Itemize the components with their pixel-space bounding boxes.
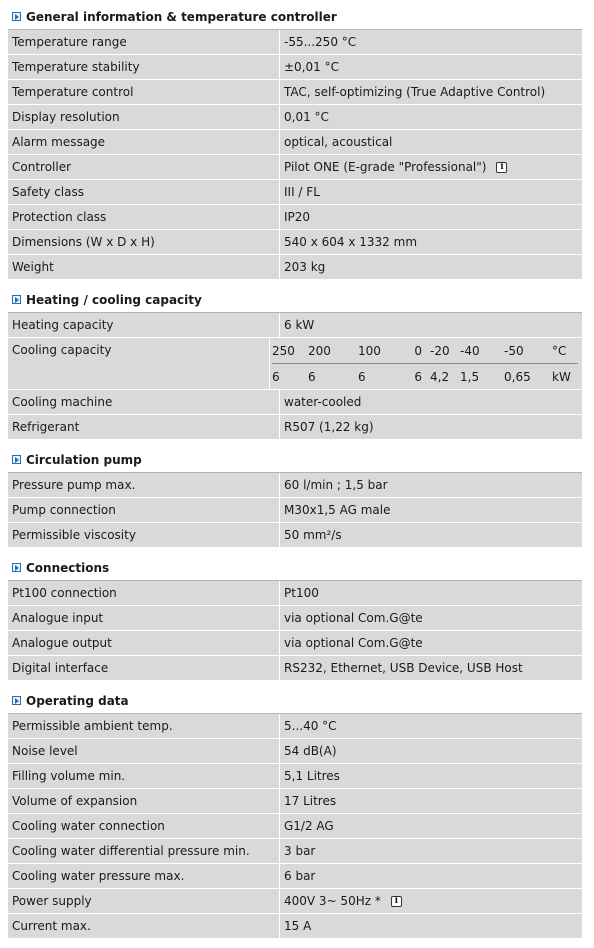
- spec-row: [8, 889, 582, 914]
- spec-value: [280, 656, 582, 680]
- spec-label: Analogue output: [8, 631, 280, 655]
- spec-value: [280, 889, 582, 913]
- spec-value: [280, 255, 582, 279]
- spec-value-text: G1/2 AG: [284, 819, 334, 833]
- spec-label: Protection class: [8, 205, 280, 229]
- spec-label: Cooling capacity: [8, 338, 270, 389]
- spec-value: [280, 415, 582, 439]
- spec-value-text: Pilot ONE (E-grade "Professional"): [284, 160, 487, 174]
- section-title: General information & temperature controller: [26, 9, 337, 24]
- spec-value: [280, 390, 582, 414]
- spec-row: [8, 656, 582, 681]
- spec-value-text: -55...250 °C: [284, 35, 357, 49]
- spec-value: [270, 338, 582, 389]
- spec-value-text: III / FL: [284, 185, 320, 199]
- cooling-capacity-table: [272, 338, 582, 389]
- section-title: Heating / cooling capacity: [26, 292, 202, 307]
- spec-row: [8, 30, 582, 55]
- section-title: Connections: [26, 560, 110, 575]
- spec-row: [8, 205, 582, 230]
- spec-value-text: M30x1,5 AG male: [284, 503, 391, 517]
- spec-value: [280, 180, 582, 204]
- spec-value: [280, 313, 582, 337]
- spec-value: [280, 55, 582, 79]
- section-0: [8, 4, 582, 280]
- spec-value-text: via optional Com.G@te: [284, 611, 423, 625]
- spec-value-text: 6 bar: [284, 869, 316, 883]
- spec-label: Cooling machine: [8, 390, 280, 414]
- spec-label: Pt100 connection: [8, 581, 280, 605]
- spec-row: [8, 313, 582, 338]
- spec-label: Refrigerant: [8, 415, 280, 439]
- cap-temp-cell: 200: [308, 343, 331, 358]
- section-4: [8, 688, 582, 939]
- cap-value-cell: kW: [552, 369, 571, 384]
- spec-row: [8, 864, 582, 889]
- spec-row: [8, 714, 582, 739]
- arrow-right-icon: [12, 696, 21, 705]
- spec-value: [280, 30, 582, 54]
- section-2: [8, 447, 582, 548]
- spec-value-text: 15 A: [284, 919, 312, 933]
- spec-value: [280, 631, 582, 655]
- cap-temp-cell: 100: [358, 343, 381, 358]
- spec-value-text: 54 dB(A): [284, 744, 337, 758]
- spec-row: [8, 914, 582, 939]
- spec-value: [280, 789, 582, 813]
- spec-label: Noise level: [8, 739, 280, 763]
- spec-value-text: water-cooled: [284, 395, 362, 409]
- spec-value-text: ±0,01 °C: [284, 60, 339, 74]
- spec-label: Display resolution: [8, 105, 280, 129]
- spec-value: [280, 130, 582, 154]
- spec-label: Filling volume min.: [8, 764, 280, 788]
- spec-row: [8, 180, 582, 205]
- spec-value-text: 5,1 Litres: [284, 769, 340, 783]
- spec-row: [8, 105, 582, 130]
- spec-value: [280, 864, 582, 888]
- spec-row: [8, 155, 582, 180]
- spec-row: [8, 581, 582, 606]
- spec-value-text: 60 l/min ; 1,5 bar: [284, 478, 388, 492]
- cap-value-cell: 4,2: [430, 369, 450, 384]
- spec-row: [8, 523, 582, 548]
- spec-label: Cooling water connection: [8, 814, 280, 838]
- spec-value: [280, 714, 582, 738]
- spec-label: Analogue input: [8, 606, 280, 630]
- spec-label: Permissible viscosity: [8, 523, 280, 547]
- spec-label: Cooling water differential pressure min.: [8, 839, 280, 863]
- spec-label: Controller: [8, 155, 280, 179]
- spec-row: [8, 255, 582, 280]
- spec-value: [280, 230, 582, 254]
- arrow-right-icon: [12, 455, 21, 464]
- spec-row: [8, 739, 582, 764]
- info-icon[interactable]: i: [496, 162, 507, 173]
- spec-row: [8, 631, 582, 656]
- section-header[interactable]: [8, 555, 582, 581]
- spec-value: [280, 80, 582, 104]
- info-icon[interactable]: i: [391, 896, 402, 907]
- spec-label: Pressure pump max.: [8, 473, 280, 497]
- spec-value: [280, 105, 582, 129]
- spec-value: [280, 523, 582, 547]
- spec-value: [280, 155, 582, 179]
- spec-value-text: 5...40 °C: [284, 719, 337, 733]
- spec-label: Pump connection: [8, 498, 280, 522]
- spec-value: [280, 205, 582, 229]
- cap-temp-cell: °C: [552, 343, 567, 358]
- spec-value-text: IP20: [284, 210, 311, 224]
- spec-value-text: 50 mm²/s: [284, 528, 342, 542]
- spec-label: Cooling water pressure max.: [8, 864, 280, 888]
- spec-label: Digital interface: [8, 656, 280, 680]
- arrow-right-icon: [12, 563, 21, 572]
- spec-row: [8, 338, 582, 390]
- section-1: [8, 287, 582, 440]
- spec-row: [8, 814, 582, 839]
- spec-row: [8, 473, 582, 498]
- spec-row: [8, 80, 582, 105]
- spec-value: [280, 814, 582, 838]
- spec-value-text: RS232, Ethernet, USB Device, USB Host: [284, 661, 523, 675]
- spec-row: [8, 498, 582, 523]
- arrow-right-icon: [12, 12, 21, 21]
- cap-temp-cell: -50: [504, 343, 524, 358]
- cap-value-cell: 0,65: [504, 369, 531, 384]
- spec-value-text: 0,01 °C: [284, 110, 329, 124]
- spec-value-text: 3 bar: [284, 844, 316, 858]
- spec-value: [280, 914, 582, 938]
- spec-value-text: R507 (1,22 kg): [284, 420, 374, 434]
- arrow-right-icon: [12, 295, 21, 304]
- section-header[interactable]: [8, 447, 582, 473]
- spec-value: [280, 839, 582, 863]
- section-title: Circulation pump: [26, 452, 142, 467]
- spec-value-text: 540 x 604 x 1332 mm: [284, 235, 418, 249]
- spec-value: [280, 764, 582, 788]
- section-header[interactable]: [8, 4, 582, 30]
- cap-power-row: [272, 364, 578, 389]
- spec-value-text: 6 kW: [284, 318, 315, 332]
- spec-label: Weight: [8, 255, 280, 279]
- spec-label: Temperature control: [8, 80, 280, 104]
- section-title: Operating data: [26, 693, 129, 708]
- spec-label: Permissible ambient temp.: [8, 714, 280, 738]
- cap-temperature-row: [272, 338, 578, 364]
- spec-row: [8, 764, 582, 789]
- spec-value: [280, 581, 582, 605]
- spec-label: Safety class: [8, 180, 280, 204]
- spec-label: Temperature range: [8, 30, 280, 54]
- spec-value-text: optical, acoustical: [284, 135, 393, 149]
- spec-value-text: 400V 3~ 50Hz *: [284, 894, 381, 908]
- cap-temp-cell: 0: [414, 343, 422, 358]
- cap-temp-cell: -40: [460, 343, 480, 358]
- cap-value-cell: 6: [272, 369, 280, 384]
- spec-row: [8, 390, 582, 415]
- spec-row: [8, 230, 582, 255]
- spec-label: Volume of expansion: [8, 789, 280, 813]
- spec-value-text: Pt100: [284, 586, 319, 600]
- spec-label: Temperature stability: [8, 55, 280, 79]
- spec-value: [280, 739, 582, 763]
- spec-label: Power supply: [8, 889, 280, 913]
- spec-label: Current max.: [8, 914, 280, 938]
- section-header[interactable]: [8, 287, 582, 313]
- spec-label: Dimensions (W x D x H): [8, 230, 280, 254]
- spec-value-text: 203 kg: [284, 260, 326, 274]
- cap-temp-cell: -20: [430, 343, 450, 358]
- cap-value-cell: 6: [414, 369, 422, 384]
- spec-label: Alarm message: [8, 130, 280, 154]
- spec-row: [8, 789, 582, 814]
- spec-row: [8, 55, 582, 80]
- spec-value-text: 17 Litres: [284, 794, 337, 808]
- spec-row: [8, 839, 582, 864]
- spec-value: [280, 606, 582, 630]
- spec-value: [280, 473, 582, 497]
- cap-value-cell: 1,5: [460, 369, 480, 384]
- spec-value-text: TAC, self-optimizing (True Adaptive Control): [284, 85, 546, 99]
- spec-row: [8, 606, 582, 631]
- cap-temp-cell: 250: [272, 343, 295, 358]
- cap-value-cell: 6: [308, 369, 316, 384]
- spec-row: [8, 130, 582, 155]
- section-header[interactable]: [8, 688, 582, 714]
- spec-value: [280, 498, 582, 522]
- spec-row: [8, 415, 582, 440]
- cap-value-cell: 6: [358, 369, 366, 384]
- spec-label: Heating capacity: [8, 313, 280, 337]
- section-3: [8, 555, 582, 681]
- spec-value-text: via optional Com.G@te: [284, 636, 423, 650]
